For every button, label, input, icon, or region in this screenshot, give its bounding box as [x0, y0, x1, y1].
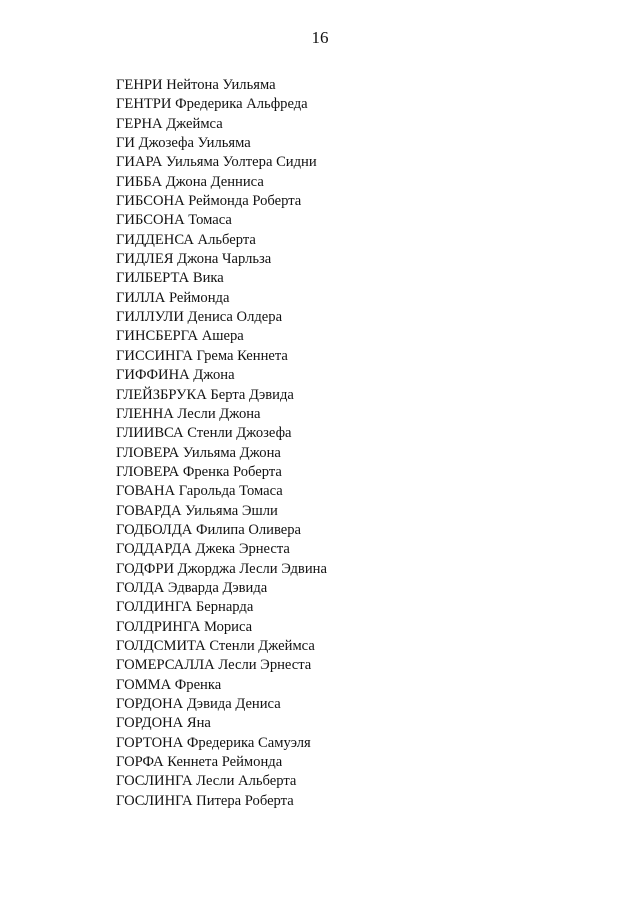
- list-item: ГОВАНА Гарольда Томаса: [116, 483, 283, 500]
- list-item: ГЕНРИ Нейтона Уильяма: [116, 77, 276, 93]
- list-item: ГОРФА Кеннета Реймонда: [116, 754, 283, 771]
- list-item: ГОВАРДА Уильяма Эшли: [116, 502, 278, 519]
- list-item: ГИБСОНА Томаса: [116, 212, 232, 229]
- page-number: 16: [311, 28, 329, 47]
- list-item: ГЛИИВСА Стенли Джозефа: [116, 425, 292, 442]
- list-item: ГИАРА Уильяма Уолтера Сидни: [116, 154, 317, 171]
- list-item: ГИЛБЕРТА Вика: [116, 270, 224, 287]
- list-item: ГИНСБЕРГА Ашера: [116, 328, 244, 345]
- list-item: ГОРДОНА Яна: [116, 715, 211, 732]
- list-item: ГИДЛЕЯ Джона Чарльза: [116, 251, 272, 268]
- list-item: ГИЛЛА Реймонда: [116, 289, 230, 306]
- list-item: ГОДФРИ Джорджа Лесли Эдвина: [116, 560, 327, 577]
- list-item: ГЛЕЙЗБРУКА Берта Дэвида: [116, 386, 294, 403]
- list-item: ГИЛЛУЛИ Дениса Олдера: [116, 309, 283, 326]
- list-item: ГОММА Френка: [116, 676, 222, 693]
- list-item: ГОМЕРСАЛЛА Лесли Эрнеста: [116, 657, 312, 674]
- names-list: [116, 76, 327, 811]
- list-item: ГЛЕННА Лесли Джона: [116, 405, 261, 422]
- list-item: ГИФФИНА Джона: [116, 367, 235, 384]
- list-item: ГОДБОЛДА Филипа Оливера: [116, 521, 302, 538]
- list-item: ГИДДЕНСА Альберта: [116, 231, 256, 248]
- list-item: ГЛОВЕРА Уильяма Джона: [116, 444, 281, 461]
- list-item: ГОЛДИНГА Бернарда: [116, 599, 254, 616]
- list-item: ГЕРНА Джеймса: [116, 115, 223, 132]
- list-item: ГОЛДРИНГА Мориса: [116, 618, 253, 635]
- list-item: ГОЛДА Эдварда Дэвида: [116, 579, 268, 596]
- list-item: ГОСЛИНГА Питера Роберта: [116, 792, 294, 809]
- list-item: ГИССИНГА Грема Кеннета: [116, 347, 288, 364]
- list-item: ГОРТОНА Фредерика Самуэля: [116, 734, 311, 751]
- list-item: ГИ Джозефа Уильяма: [116, 135, 251, 152]
- list-item: ГОЛДСМИТА Стенли Джеймса: [116, 637, 315, 654]
- list-item: ГИББА Джона Денниса: [116, 173, 264, 190]
- list-item: ГИБСОНА Реймонда Роберта: [116, 193, 302, 210]
- list-item: ГОРДОНА Дэвида Дениса: [116, 696, 281, 712]
- list-item: ГОДДАРДА Джека Эрнеста: [116, 541, 290, 558]
- list-item: ГЕНТРИ Фредерика Альфреда: [116, 96, 308, 113]
- list-item: ГЛОВЕРА Френка Роберта: [116, 463, 282, 480]
- list-item: ГОСЛИНГА Лесли Альберта: [116, 773, 297, 790]
